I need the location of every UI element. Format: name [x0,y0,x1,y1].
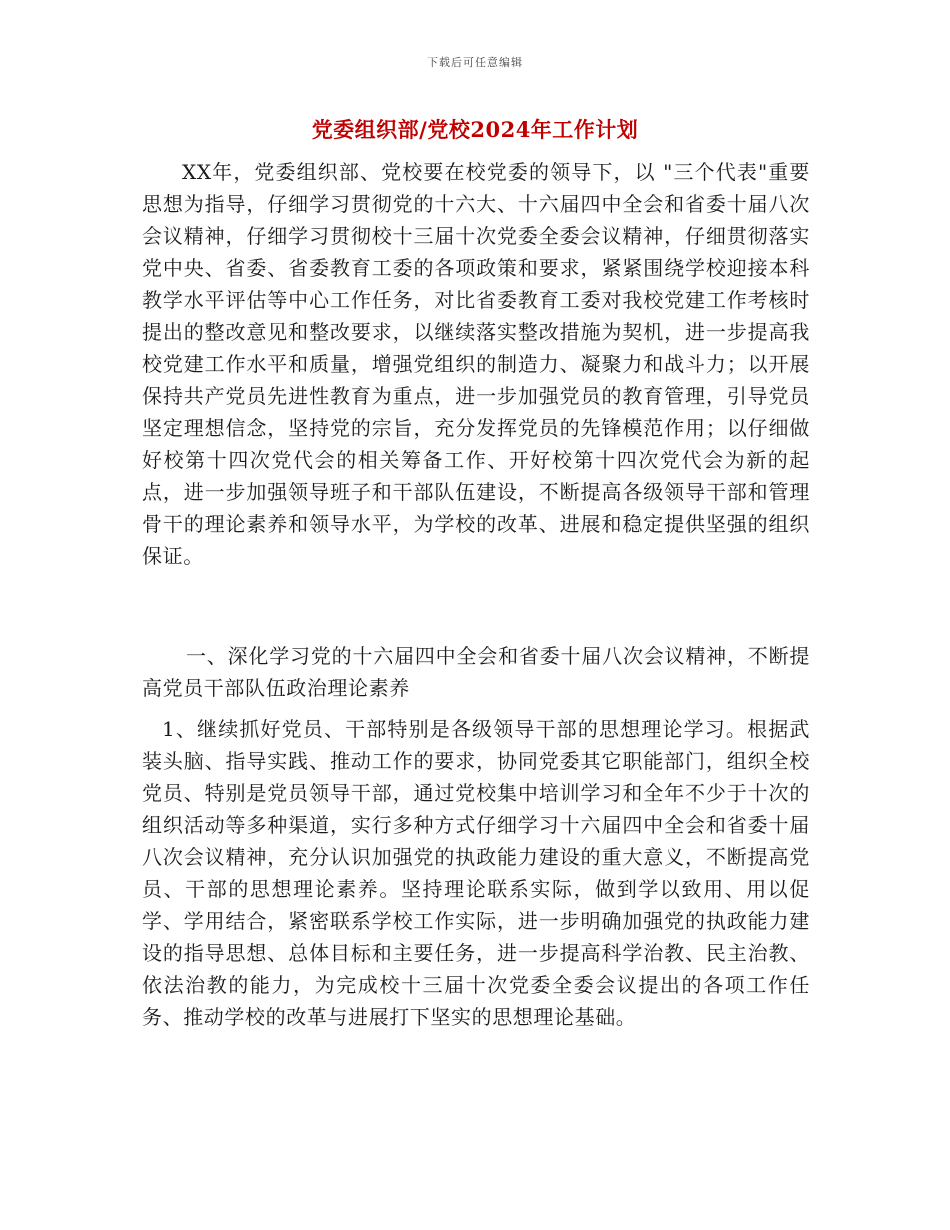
item-one-paragraph: 1、继续抓好党员、干部特别是各级领导干部的思想理论学习。根据武装头脑、指导实践、推动工作的要求，协同党委其它职能部门，组织全校党员、特别是党员领导干部，通过党校集中培训学习和全年不少于十次的组织活动等多种渠道，实行多种方式仔细学习十六届四中全会和省委十届八次会议精神，充分认识加强党的执政能力建设的重大意义，不断提高党员、干部的思想理论素养。坚持理论联系实际，做到学以致用、用以促学、学用结合，紧密联系学校工作实际，进一步明确加强党的执政能力建设的指导思想、总体目标和主要任务，进一步提高科学治教、民主治教、依法治教的能力，为完成校十三届十次党委全委会议提出的各项工作任务、推动学校的改革与进展打下坚实的思想理论基础。 [142,717,810,1029]
intro-paragraph: XX年，党委组织部、党校要在校党委的领导下，以 "三个代表"重要思想为指导，仔细学习贯彻党的十六大、十六届四中全会和省委十届八次会议精神，仔细学习贯彻校十三届十次党委全委会议精神，仔细贯彻落实党中央、省委、省委教育工委的各项政策和要求，紧紧围绕学校迎接本科教学水平评估等中心工作任务，对比省委教育工委对我校党建工作考核时提出的整改意见和整改要求，以继续落实整改措施为契机，进一步提高我校党建工作水平和质量，增强党组织的制造力、凝聚力和战斗力；以开展保持共产党员先进性教育为重点，进一步加强党员的教育管理，引导党员坚定理想信念，坚持党的宗旨，充分发挥党员的先锋模范作用；以仔细做好校第十四次党代会的相关筹备工作、开好校第十四次党代会为新的起点，进一步加强领导班子和干部队伍建设，不断提高各级领导干部和管理骨干的理论素养和领导水平，为学校的改革、进展和稳定提供坚强的组织保证。 [142,160,810,568]
header-note: 下载后可任意编辑 [427,56,523,69]
section-one-heading: 一、深化学习党的十六届四中全会和省委十届八次会议精神，不断提高党员干部队伍政治理论素养 [142,644,810,700]
document-title: 党委组织部/党校2024年工作计划 [311,117,639,142]
